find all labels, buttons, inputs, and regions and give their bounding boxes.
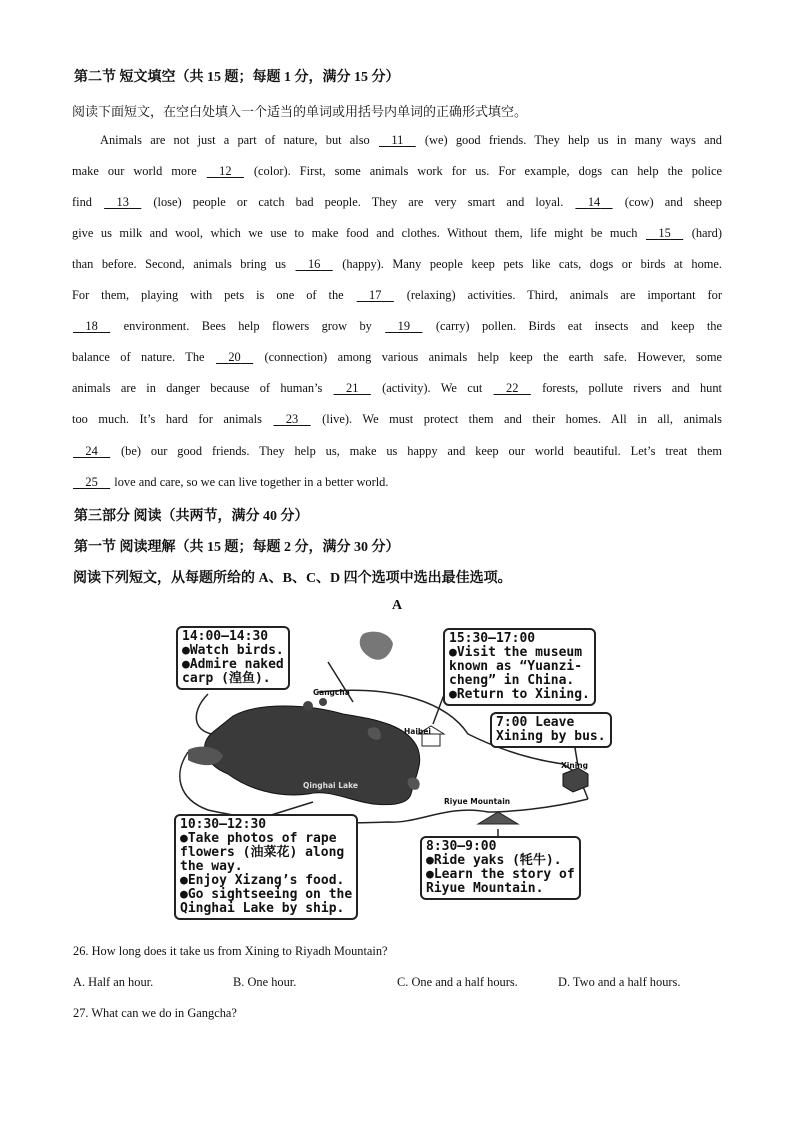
section-heading: 第二节 短文填空（共 15 题；每题 1 分，满分 15 分） (74, 70, 400, 85)
place-label-lake: Qinghai Lake (303, 781, 358, 790)
passage-text: For them, playing with pets is one of the (72, 288, 356, 302)
passage-text: (live). We must protect them and their homes. All in all, animals (311, 412, 722, 426)
blank-21[interactable]: 21 (346, 381, 359, 395)
blank-25[interactable]: 25 (85, 475, 98, 489)
passage-text: (color). First, some animals work for us. For example, dogs can help the police (244, 164, 722, 178)
blank-23[interactable]: 23 (285, 412, 299, 426)
schedule-box-riyue (420, 836, 581, 900)
passage-line (72, 195, 722, 210)
passage-text: (activity). We cut (371, 381, 493, 395)
passage-text: animals are in danger because of human’s (72, 381, 333, 395)
box-item: carp (湟鱼). (182, 671, 271, 686)
box-time: 14:00—14:30 (182, 629, 269, 644)
instruction-text: 阅读下列短文，从每题所给的 A、B、C、D 四个选项中选出最佳选项。 (73, 571, 512, 586)
passage-line (72, 475, 388, 490)
place-label-gangcha: Gangcha (313, 688, 350, 697)
part-heading: 第三部分 阅读（共两节，满分 40 分） (74, 509, 309, 524)
blank-18[interactable]: 18 (85, 319, 98, 333)
passage-text: find (72, 195, 104, 209)
blank-24[interactable]: 24 (85, 444, 98, 458)
blank-19[interactable]: 19 (397, 319, 411, 333)
passage-text: make our world more (72, 164, 206, 178)
blank-14[interactable]: 14 (587, 195, 601, 209)
box-item: ●Enjoy Xizang’s food. (180, 873, 345, 888)
passage-line (72, 381, 722, 396)
box-item: ●Go sightseeing on the (180, 887, 353, 902)
blank-11[interactable]: 11 (391, 133, 404, 147)
passage-line (72, 319, 722, 334)
blank-20[interactable]: 20 (228, 350, 241, 364)
option-c: C. One and a half hours. (397, 975, 518, 989)
box-item: 7:00 Leave (496, 715, 575, 730)
schedule-box-haibei (443, 628, 596, 706)
blank-17[interactable]: 17 (369, 288, 382, 302)
section-heading: 第一节 阅读理解（共 15 题；每题 2 分，满分 30 分） (74, 540, 400, 555)
passage-text: (be) our good friends. They help us, make us happy and keep our world beautiful. Let’s treat them (111, 444, 722, 458)
box-item: Xining by bus. (496, 729, 606, 744)
box-time: 8:30—9:00 (426, 839, 497, 854)
option-b: B. One hour. (233, 975, 297, 989)
box-item: ●Watch birds. (182, 643, 284, 658)
passage-text: (we) good friends. They help us in many ways and (416, 133, 722, 147)
box-time: 10:30—12:30 (180, 817, 267, 832)
question-26: 26. How long does it take us from Xining to Riyadh Mountain? (73, 944, 388, 958)
passage-line (72, 350, 722, 365)
passage-text: Animals are not just a part of nature, but also (100, 133, 378, 147)
passage-line (72, 257, 722, 272)
blank-22[interactable]: 22 (506, 381, 519, 395)
place-label-xining: Xining (561, 761, 588, 770)
passage-line (72, 226, 722, 241)
passage-line (72, 444, 722, 459)
box-item: ●Learn the story of (426, 867, 575, 882)
passage-text: give us milk and wool, which we use to make food and clothes. Without them, life might be much (72, 226, 645, 240)
passage-text: love and care, so we can live together in a better world. (111, 475, 389, 489)
passage-text: than before. Second, animals bring us (72, 257, 295, 271)
blank-13[interactable]: 13 (116, 195, 129, 209)
blank-15[interactable]: 15 (658, 226, 671, 240)
option-d: D. Two and a half hours. (558, 975, 681, 989)
question-27: 27. What can we do in Gangcha? (73, 1006, 237, 1020)
place-label-haibei: Haibei (404, 727, 431, 736)
place-label-riyue: Riyue Mountain (444, 797, 511, 806)
passage-line (100, 133, 722, 148)
box-item: flowers (油菜花) along (180, 845, 345, 860)
box-item: ●Admire naked (182, 657, 284, 672)
option-a: A. Half an hour. (73, 975, 154, 989)
passage-line (72, 288, 722, 303)
schedule-box-xining (490, 712, 612, 748)
passage-text: (happy). Many people keep pets like cats, dogs or birds at home. (333, 257, 723, 271)
passage-text: forests, pollute rivers and hunt (531, 381, 722, 395)
passage-text: (cow) and sheep (613, 195, 722, 209)
box-item: ●Return to Xining. (449, 687, 590, 702)
passage-text: too much. It’s hard for animals (72, 412, 273, 426)
passage-text: (connection) among various animals help keep the earth safe. However, some (254, 350, 722, 364)
box-item: ●Ride yaks (牦牛). (426, 853, 562, 868)
schedule-box-gangcha (176, 626, 290, 690)
box-item: known as “Yuanzi- (449, 659, 583, 674)
box-item: Riyue Mountain. (426, 881, 544, 896)
island (319, 698, 327, 706)
passage-text: balance of nature. The (72, 350, 215, 364)
box-item: cheng” in China. (449, 673, 575, 688)
island (360, 632, 393, 660)
passage-label: A (391, 598, 403, 613)
blank-12[interactable]: 12 (219, 164, 232, 178)
passage-text: (lose) people or catch bad people. They are very smart and loyal. (142, 195, 575, 209)
instruction-text: 阅读下面短文，在空白处填入一个适当的单词或用括号内单词的正确形式填空。 (72, 104, 528, 119)
schedule-box-lake (174, 814, 358, 920)
passage-text: (hard) (684, 226, 722, 240)
passage-text: environment. Bees help flowers grow by (111, 319, 385, 333)
passage-text: (relaxing) activities. Third, animals are important for (394, 288, 722, 302)
box-item: ●Take photos of rape (180, 831, 337, 846)
riyue-mountain-icon (478, 812, 518, 824)
tour-map (168, 624, 632, 930)
passage-line (72, 412, 722, 427)
box-item: the way. (180, 859, 243, 874)
box-time: 15:30—17:00 (449, 631, 536, 646)
box-item: ●Visit the museum (449, 645, 583, 660)
box-item: Qinghai Lake by ship. (180, 901, 345, 916)
passage-line (72, 164, 722, 179)
island (303, 701, 313, 711)
passage-text: (carry) pollen. Birds eat insects and keep the (423, 319, 722, 333)
blank-16[interactable]: 16 (307, 257, 321, 271)
